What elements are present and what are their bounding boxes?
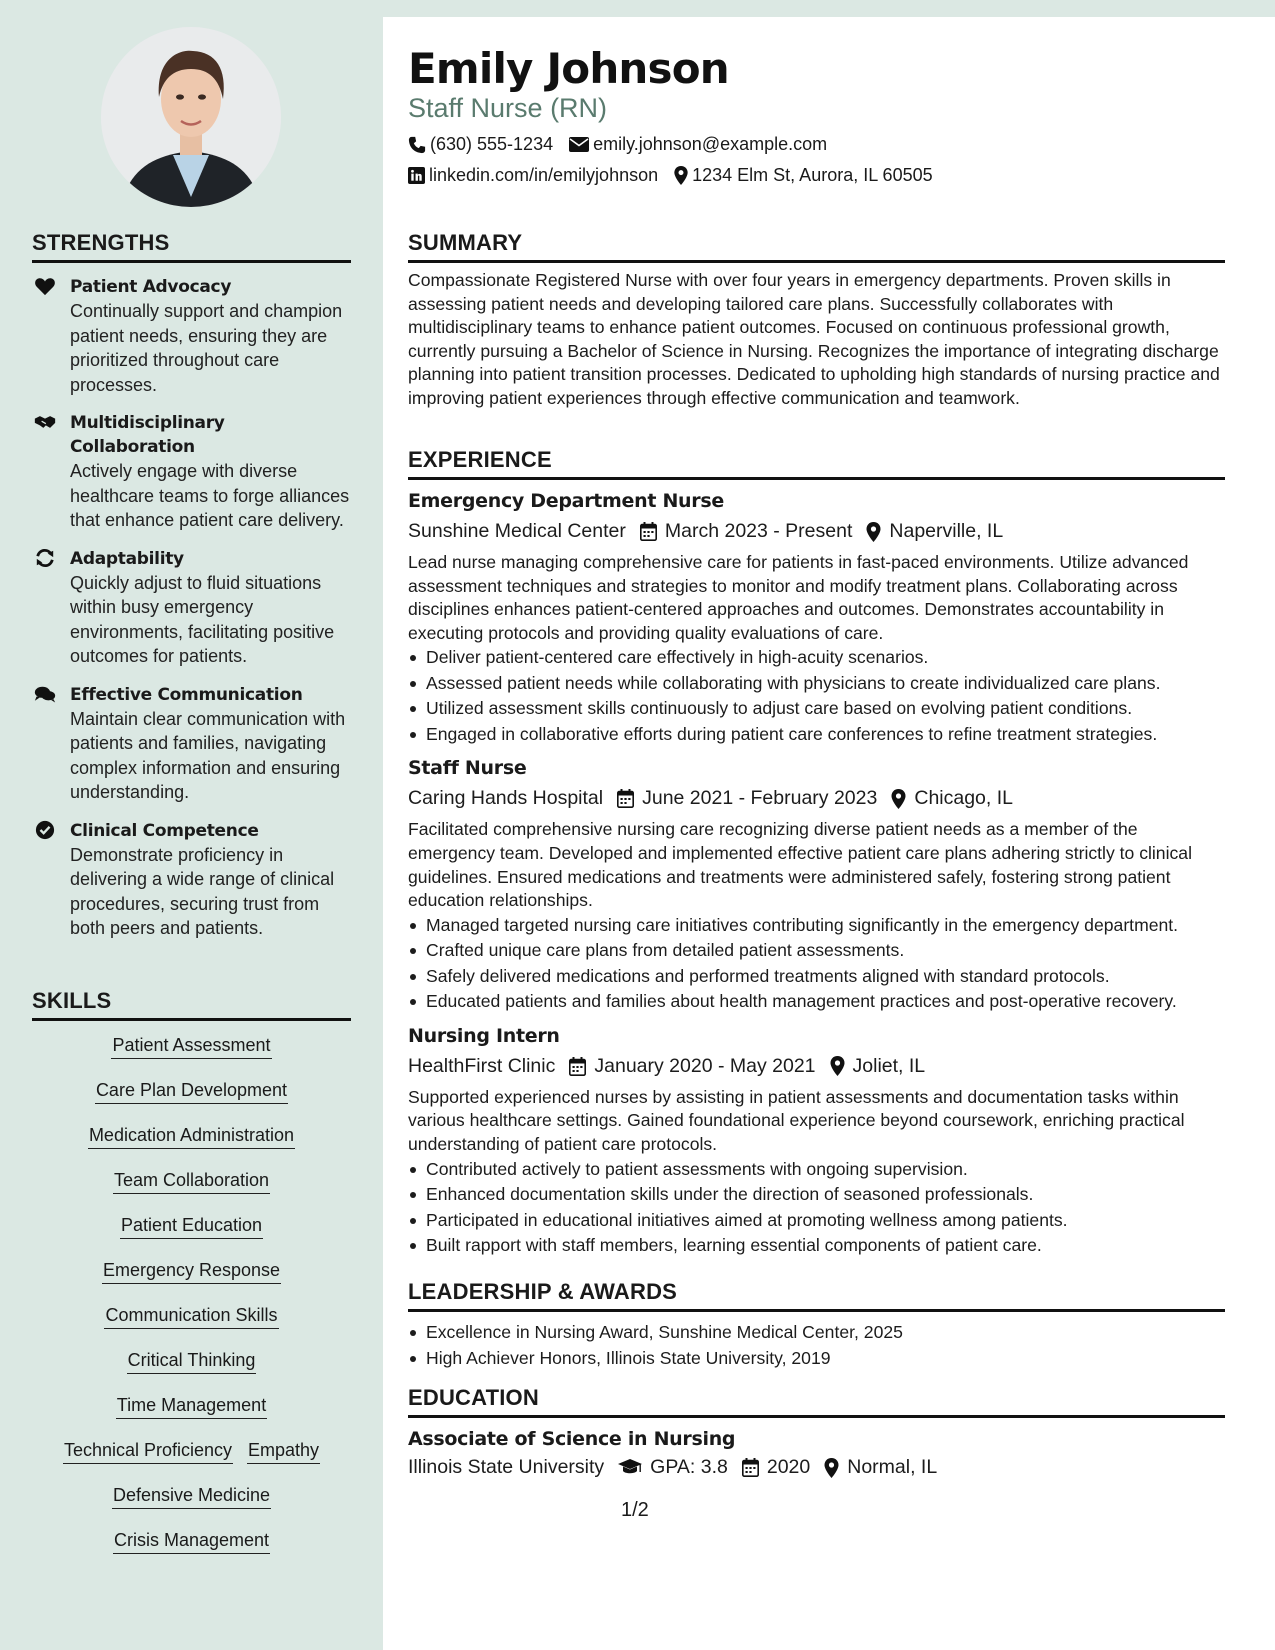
map-pin-icon	[866, 522, 881, 542]
skill-tag: Emergency Response	[102, 1258, 281, 1284]
job-description: Supported experienced nurses by assisting in patient assessments and documentation tasks within various healthcare settings. Gained foundational experience beyond coursework, enriching practical understanding of patient care protocols.	[408, 1086, 1185, 1154]
avatar	[101, 27, 281, 207]
map-pin-icon	[891, 789, 906, 809]
job-location-text: Naperville, IL	[889, 520, 1004, 542]
list-item: Educated patients and families about health management practices and post-operative recovery.	[408, 989, 1225, 1015]
skill-tag: Medication Administration	[88, 1123, 295, 1149]
skill-tag: Time Management	[116, 1393, 267, 1419]
skill-tag: Team Collaboration	[113, 1168, 270, 1194]
list-item: Utilized assessment skills continuously to adjust care based on evolving patient conditions.	[408, 696, 1225, 722]
awards-heading: LEADERSHIP & AWARDS	[408, 1279, 1225, 1312]
summary-section	[408, 230, 1225, 411]
check-circle-icon	[34, 820, 56, 840]
map-pin-icon	[824, 1458, 839, 1478]
school-name: Illinois State University	[408, 1456, 605, 1478]
job-bullets	[408, 645, 1225, 747]
job-location-text: Chicago, IL	[914, 787, 1014, 810]
email-text: emily.johnson@example.com	[593, 134, 828, 154]
phone-contact[interactable]	[408, 134, 553, 155]
strength-desc: Quickly adjust to fluid situations within busy emergency environments, facilitating positive outcomes for patients.	[70, 572, 335, 666]
job-dates	[640, 520, 853, 543]
contact-row	[408, 134, 843, 155]
heart-icon	[34, 276, 56, 296]
phone-text: (630) 555-1234	[430, 134, 554, 154]
calendar-icon	[617, 789, 634, 808]
map-pin-icon	[674, 166, 688, 185]
calendar-icon	[640, 522, 657, 541]
summary-heading: SUMMARY	[408, 230, 1225, 263]
strength-desc: Demonstrate proficiency in delivering a wide range of clinical procedures, securing trust from both peers and patients.	[70, 844, 335, 938]
skill-tag: Communication Skills	[104, 1303, 278, 1329]
address-contact	[674, 165, 933, 186]
list-item: Built rapport with staff members, learning essential components of patient care.	[408, 1233, 1225, 1259]
sidebar	[0, 0, 383, 1650]
education-year-text: 2020	[766, 1456, 811, 1478]
list-item: Managed targeted nursing care initiatives contributing significantly in the emergency department.	[408, 913, 1225, 939]
job-description: Lead nurse managing comprehensive care for patients in fast-paced environments. Utilize advanced assessment techniques and strategies to monitor and modify treatment plans. Collaborating across disciplines enhances patient-centered approaches and outcomes. Demonstrates accountability in executing protocols and providing quality evaluations of care.	[408, 552, 1189, 643]
strength-desc: Actively engage with diverse healthcare teams to forge alliances that enhance patient care delivery.	[70, 461, 350, 530]
job-location	[830, 1055, 926, 1078]
summary-text: Compassionate Registered Nurse with over four years in emergency departments. Proven skills in assessing patient needs and developing tailored care plans. Successfully collaborates with multidisciplinary teams to enhance patient outcomes. Focused on continuous professional growth, currently pursuing a Bachelor of Science in Nursing. Recognizes the importance of integrating discharge planning into patient transition processes. Dedicated to upholding high standards of nursing practice and improving patient experiences through effective communication and teamwork.	[408, 270, 1220, 408]
list-item: High Achiever Honors, Illinois State University, 2019	[408, 1346, 1225, 1372]
skill-tag: Crisis Management	[113, 1528, 270, 1554]
awards-list	[408, 1320, 1225, 1371]
skills-section	[32, 988, 351, 1573]
job-location	[866, 520, 1003, 543]
candidate-name: Emily Johnson	[408, 44, 729, 93]
degree-title: Associate of Science in Nursing	[408, 1428, 736, 1450]
email-contact[interactable]	[569, 134, 827, 155]
contact-row-2	[408, 165, 949, 186]
education-location	[824, 1456, 937, 1479]
job-bullets	[408, 913, 1225, 1015]
job-entry	[408, 757, 1225, 1014]
phone-icon	[408, 136, 426, 154]
skill-tag: Critical Thinking	[127, 1348, 257, 1374]
education-year	[742, 1456, 810, 1479]
list-item: Participated in educational initiatives aimed at promoting wellness among patients.	[408, 1208, 1225, 1234]
calendar-icon	[742, 1458, 759, 1477]
profile-photo	[101, 27, 281, 207]
calendar-icon	[569, 1057, 586, 1076]
list-item: Deliver patient-centered care effectively in high-acuity scenarios.	[408, 645, 1225, 671]
strength-item	[32, 547, 351, 669]
job-title: Emergency Department Nurse	[408, 490, 724, 512]
job-title: Nursing Intern	[408, 1024, 560, 1047]
strength-title: Multidisciplinary Collaboration	[70, 413, 225, 457]
job-dates-text: June 2021 - February 2023	[642, 787, 878, 810]
handshake-icon	[34, 412, 56, 432]
skill-tag: Patient Assessment	[111, 1033, 271, 1059]
linkedin-contact[interactable]	[408, 165, 658, 186]
education-meta	[408, 1456, 1225, 1479]
education-heading: EDUCATION	[408, 1385, 1225, 1418]
list-item: Crafted unique care plans from detailed patient assessments.	[408, 938, 1225, 964]
envelope-icon	[569, 137, 589, 152]
skill-tag: Empathy	[247, 1438, 320, 1464]
strengths-section	[32, 230, 351, 941]
strength-item	[32, 275, 351, 397]
linkedin-text: linkedin.com/in/emilyjohnson	[429, 165, 659, 185]
list-item: Contributed actively to patient assessments with ongoing supervision.	[408, 1157, 1225, 1183]
strengths-heading: STRENGTHS	[32, 230, 351, 263]
job-bullets	[408, 1157, 1225, 1259]
job-location-text: Joliet, IL	[852, 1054, 926, 1077]
awards-section	[408, 1279, 1225, 1371]
skill-tag: Technical Proficiency	[63, 1438, 233, 1464]
skill-tag: Defensive Medicine	[112, 1483, 271, 1509]
strength-title: Patient Advocacy	[70, 277, 232, 297]
skills-list	[32, 1021, 351, 1554]
strength-desc: Continually support and champion patient needs, ensuring they are prioritized throughout care processes.	[70, 301, 343, 395]
job-meta	[408, 1055, 1225, 1078]
map-pin-icon	[830, 1056, 845, 1076]
skill-tag: Patient Education	[120, 1213, 263, 1239]
strength-item	[32, 819, 351, 941]
job-meta	[408, 520, 1225, 543]
list-item: Enhanced documentation skills under the direction of seasoned professionals.	[408, 1182, 1225, 1208]
list-item: Excellence in Nursing Award, Sunshine Medical Center, 2025	[408, 1320, 1225, 1346]
strength-title: Adaptability	[70, 548, 184, 569]
list-item: Engaged in collaborative efforts during patient care conferences to refine treatment strategies.	[408, 722, 1225, 748]
experience-section	[408, 447, 1225, 1259]
job-description: Facilitated comprehensive nursing care recognizing diverse patient needs as a member of the emergency team. Developed and implemented effective patient care plans adhering strictly to clinical guidelines. Ensured medications and treatments were administered safely, fostering strong patient education relationships.	[408, 819, 1192, 911]
job-meta	[408, 787, 1225, 810]
linkedin-icon	[408, 167, 425, 184]
main-content	[383, 17, 1275, 1650]
job-dates	[569, 1055, 815, 1078]
education-section	[408, 1385, 1225, 1479]
strength-item	[32, 411, 351, 533]
job-company: HealthFirst Clinic	[408, 1054, 556, 1077]
education-location-text: Normal, IL	[847, 1456, 938, 1478]
strength-desc: Maintain clear communication with patients and families, navigating complex information and ensuring understanding.	[70, 708, 346, 802]
job-dates-text: January 2020 - May 2021	[594, 1054, 816, 1077]
strength-title: Clinical Competence	[70, 820, 259, 841]
list-item: Assessed patient needs while collaborating with physicians to create individualized care plans.	[408, 671, 1225, 697]
job-entry	[408, 490, 1225, 747]
refresh-icon	[34, 548, 56, 568]
candidate-role: Staff Nurse (RN)	[408, 93, 608, 123]
page-number: 1/2	[621, 1499, 649, 1521]
strength-item	[32, 683, 351, 805]
job-dates-text: March 2023 - Present	[664, 520, 853, 542]
experience-heading: EXPERIENCE	[408, 447, 1225, 480]
job-company: Sunshine Medical Center	[408, 520, 626, 542]
gpa-text: GPA: 3.8	[650, 1456, 728, 1478]
skills-heading: SKILLS	[32, 988, 351, 1021]
skill-tag: Care Plan Development	[95, 1078, 288, 1104]
job-dates	[617, 787, 877, 810]
job-location	[891, 787, 1013, 810]
list-item: Safely delivered medications and performed treatments aligned with standard protocols.	[408, 964, 1225, 990]
graduation-cap-icon	[618, 1459, 642, 1476]
job-entry	[408, 1025, 1225, 1259]
job-company: Caring Hands Hospital	[408, 787, 604, 810]
comments-icon	[34, 684, 56, 704]
strength-title: Effective Communication	[70, 684, 303, 705]
gpa	[618, 1456, 728, 1479]
address-text: 1234 Elm St, Aurora, IL 60505	[692, 165, 933, 185]
job-title: Staff Nurse	[408, 757, 527, 780]
